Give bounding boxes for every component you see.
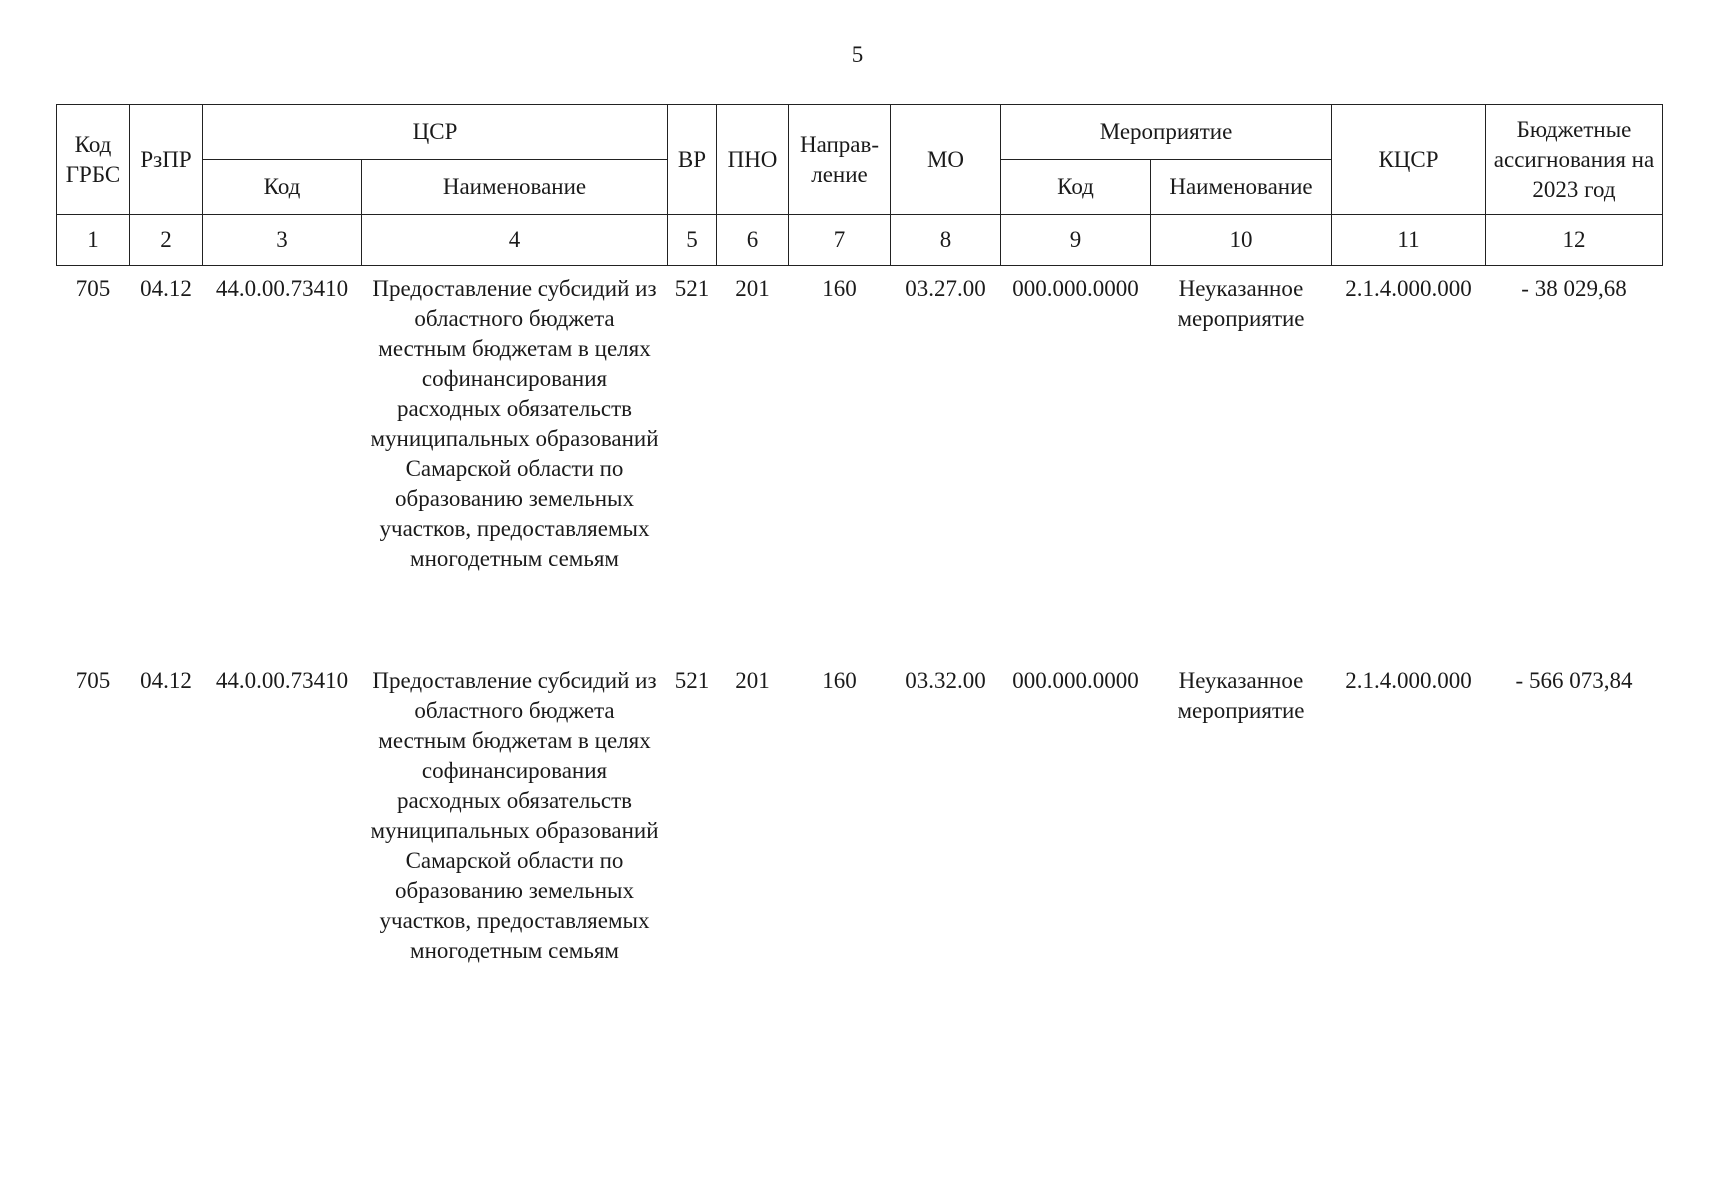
header-kcsr: КЦСР: [1332, 105, 1486, 215]
column-number: 4: [362, 215, 668, 266]
column-number: 5: [668, 215, 717, 266]
table-row: [57, 266, 1663, 659]
header-csr-name: Наименование: [362, 160, 668, 215]
cell-rzpr: 04.12: [140, 668, 192, 693]
column-number: 10: [1151, 215, 1332, 266]
cell-pno: 201: [735, 668, 770, 693]
header-csr: ЦСР: [203, 105, 668, 160]
header-csr-kod: Код: [203, 160, 362, 215]
cell-grbs: 705: [75, 276, 111, 301]
cell-pno: 201: [735, 276, 770, 301]
column-number: 7: [789, 215, 891, 266]
table-header: [57, 105, 1663, 266]
table-body: [57, 266, 1663, 1051]
cell-kcsr: 2.1.4.000.000: [1345, 668, 1472, 693]
cell-csr-name: Предоставление субсидий из областного бюджета местным бюджетам в целях софинансирования расходных обязательств муниципальных образований Самарской области по образованию земельных участков, предоставляемых многодетным семьям: [370, 668, 659, 963]
column-number: 8: [891, 215, 1001, 266]
column-number: 9: [1001, 215, 1151, 266]
cell-napravlenie: 160: [822, 668, 857, 693]
column-number: 3: [203, 215, 362, 266]
cell-rzpr: 04.12: [140, 276, 192, 301]
cell-mer-name: Неуказанное мероприятие: [1177, 668, 1305, 723]
cell-kcsr: 2.1.4.000.000: [1345, 276, 1472, 301]
column-number: 11: [1332, 215, 1486, 266]
cell-mo: 03.27.00: [905, 276, 986, 301]
header-meropriyatie: Мероприятие: [1001, 105, 1332, 160]
header-kod-grbs: Код ГРБС: [57, 105, 130, 215]
column-number: 1: [57, 215, 130, 266]
header-napravlenie: Направ-ление: [789, 105, 891, 215]
cell-mer-code: 000.000.0000: [1012, 668, 1139, 693]
header-mer-name: Наименование: [1151, 160, 1332, 215]
header-pno: ПНО: [717, 105, 789, 215]
column-number: 6: [717, 215, 789, 266]
budget-table: [56, 104, 1663, 1050]
cell-csr-code: 44.0.00.73410: [215, 276, 349, 301]
header-rzpr: РзПР: [130, 105, 203, 215]
cell-napravlenie: 160: [822, 276, 857, 301]
cell-amount: - 38 029,68: [1521, 276, 1627, 301]
cell-mer-code: 000.000.0000: [1012, 276, 1139, 301]
header-mo: МО: [891, 105, 1001, 215]
cell-mer-name: Неуказанное мероприятие: [1177, 276, 1305, 331]
column-number: 2: [130, 215, 203, 266]
page-number: 5: [851, 42, 864, 67]
cell-csr-name: Предоставление субсидий из областного бюджета местным бюджетам в целях софинансирования расходных обязательств муниципальных образований Самарской области по образованию земельных участков, предоставляемых многодетным семьям: [370, 276, 659, 571]
cell-grbs: 705: [75, 668, 111, 693]
cell-mo: 03.32.00: [905, 668, 986, 693]
column-number: 12: [1486, 215, 1663, 266]
cell-vr: 521: [674, 668, 710, 693]
cell-vr: 521: [674, 276, 710, 301]
cell-amount: - 566 073,84: [1515, 668, 1633, 693]
table-row: [57, 658, 1663, 1050]
header-mer-kod: Код: [1001, 160, 1151, 215]
cell-csr-code: 44.0.00.73410: [215, 668, 349, 693]
header-assignments: Бюджетные ассигнования на 2023 год: [1486, 105, 1663, 215]
header-vr: ВР: [668, 105, 717, 215]
column-number-row: [57, 215, 1663, 266]
